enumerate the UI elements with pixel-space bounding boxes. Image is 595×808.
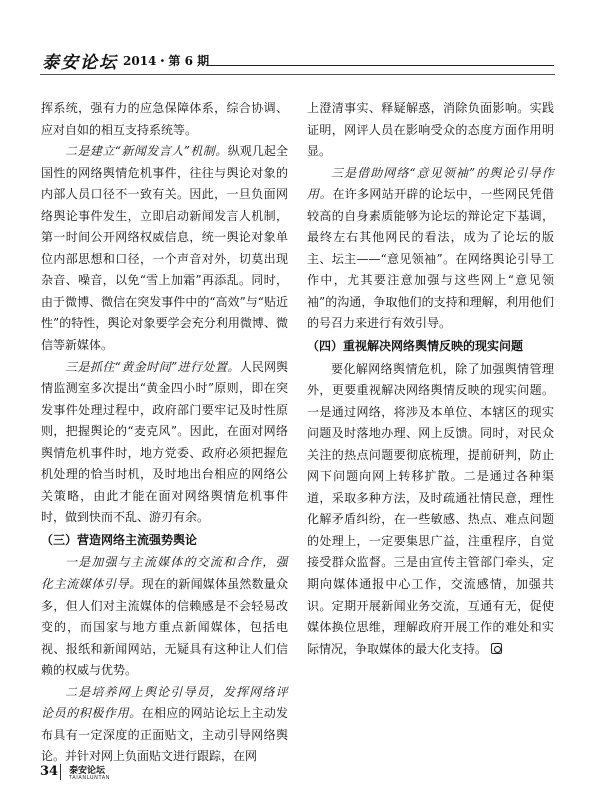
footer-brand: 泰安论坛 xyxy=(69,766,106,776)
issue-label: 2014・第 6 期 xyxy=(123,54,210,68)
paragraph xyxy=(41,552,288,681)
paragraph xyxy=(41,141,288,356)
paragraph-lead: 三是抓住“黄金时间”进行处置。 xyxy=(65,359,240,374)
paragraph xyxy=(41,682,288,768)
section-heading: （三）营造网络主流强势舆论 xyxy=(41,532,198,547)
paragraph-text: 上澄清事实、释疑解惑，消除负面影响。实践证明，网评人员在影响受众的态度方面作用明显。 xyxy=(307,101,554,159)
paragraph xyxy=(41,357,288,529)
page-header xyxy=(40,46,555,76)
paragraph-text: 人民网舆情监测室多次提出“黄金四小时”原则，即在突发事件处理过程中，政府部门要牢记及时性原则，把握舆论的“麦克风”。因此，在面对网络舆情危机事件时，地方党委、政府必须把握危机处理的恰当时机，及时地出台相应的网络公关策略，由此才能在面对网络舆情危机事件时，做到快而不乱、游刃有余。 xyxy=(41,359,288,525)
paragraph xyxy=(307,163,554,335)
end-mark-icon xyxy=(491,643,502,654)
paragraph-lead: 三是借助网络“意见领袖”的舆论引导作用。 xyxy=(307,165,554,202)
footer-brand-pinyin: TAIANLUNTAN xyxy=(69,775,111,781)
paragraph-text: 挥系统，强有力的应急保障体系，综合协调、应对自如的相互支持系统等。 xyxy=(41,101,288,137)
paragraph-text: 纵观几起全国性的网络舆情危机事件，往往与舆论对象的内部人员口径不一致有关。因此，一旦负面网络舆论事件发生，立即启动新闻发言人机制，第一时间公开网络权威信息，统一舆论对象单位内部思想和口径，一个声音对外，切莫出现杂音、噪音，以免“雪上加霜”再添乱。同时，由于微博、微信在突发事件中的“高效”与“贴近性”的特性，舆论对象要学会充分利用微博、微信等新媒体。 xyxy=(41,144,288,353)
section-heading: （四）重视解决网络舆情反映的现实问题 xyxy=(307,339,524,354)
paragraph-text: 在许多网站开辟的论坛中，一些网民凭借较高的自身素质能够为论坛的辩论定下基调，最终左右其他网民的看法，成为了论坛的版主、坛主——“意见领袖”。在网络舆论引导工作中，尤其要注意加强与这些网上“意见领袖”的沟通，争取他们的支持和理解，利用他们的号召力来进行有效引导。 xyxy=(307,187,554,331)
paragraph-lead: 二是培养网上舆论引导员，发挥网络评论员的积极作用。 xyxy=(41,684,288,721)
paragraph-text: 在相应的网站论坛上主动发布具有一定深度的正面贴文，主动引导网络舆论。并针对网上负面贴文进行跟踪，在网 xyxy=(41,706,288,764)
header-divider xyxy=(40,74,555,75)
journal-title: 泰安论坛 xyxy=(42,53,118,73)
left-column xyxy=(41,98,288,768)
right-column xyxy=(307,98,554,660)
page-footer xyxy=(40,762,240,786)
paragraph-text: 要化解网络舆情危机，除了加强舆情管理外，更要重视解决网络舆情反映的现实问题。一是通过网络，将涉及本单位、本辖区的现实问题及时落地办理、网上反馈。同时，对民众关注的热点问题要彻底梳理，提前研判，防止网下问题向网上转移扩散。二是通过各种渠道，采取多种方法，及时疏通社情民意，理性化解矛盾纠纷，在一些敏感、热点、难点问题的处理上，一定要集思广益，注重程序，自觉接受群众监督。三是由宣传主管部门牵头，定期向媒体通报中心工作，交流感情，加强共识。定期开展新闻业务交流，互通有无，促使媒体换位思维，理解政府开展工作的难处和实际情况，争取媒体的最大化支持。 xyxy=(307,361,554,656)
paragraph xyxy=(307,98,554,163)
paragraph xyxy=(307,359,554,661)
footer-separator xyxy=(60,764,61,780)
header-rule xyxy=(208,65,554,66)
paragraph-lead: 一是加强与主流媒体的交流和合作，强化主流媒体引导。 xyxy=(41,555,288,592)
paragraph xyxy=(41,98,288,141)
paragraph-lead: 二是建立“新闻发言人”机制。 xyxy=(65,144,228,159)
page-number: 34 xyxy=(40,764,59,779)
paragraph-text: 现在的新闻媒体虽然数量众多，但人们对主流媒体的信赖感是不会轻易改变的，而国家与地方重点新闻媒体，包括电视、报纸和新闻网站，无疑具有这种让人们信赖的权威与优势。 xyxy=(41,577,288,678)
